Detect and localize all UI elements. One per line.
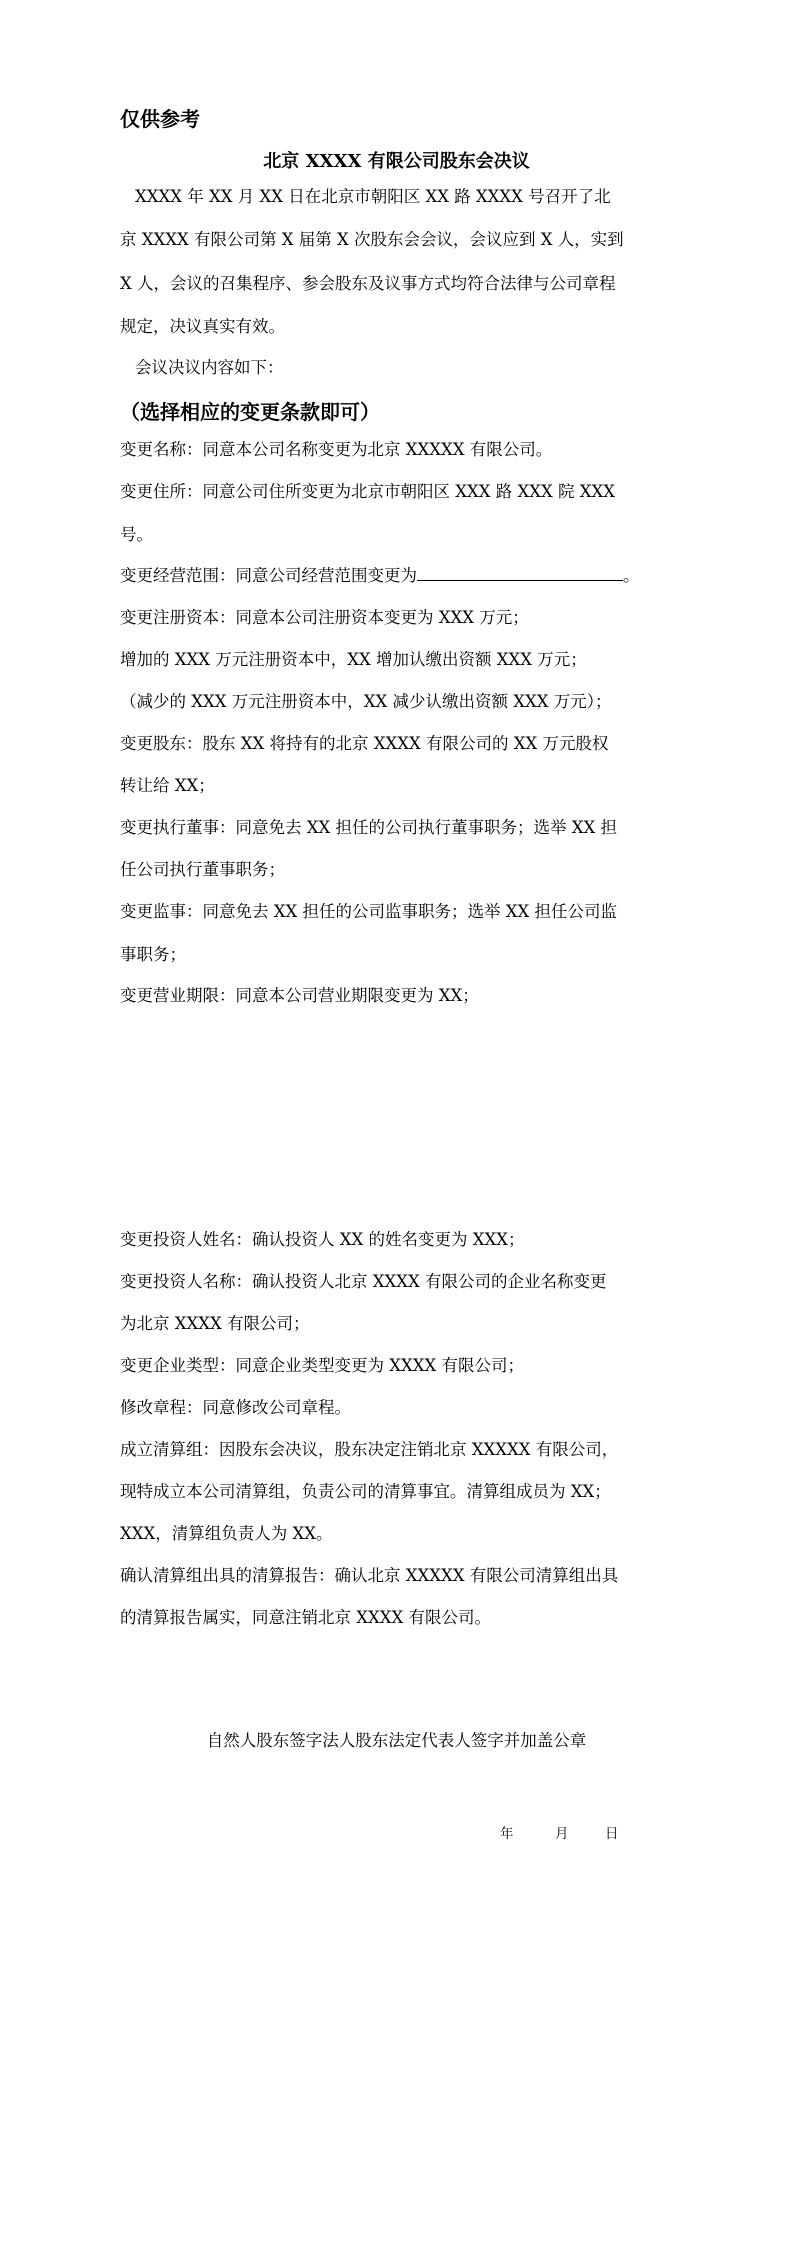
clause-line: 修改章程：同意修改公司章程。 — [120, 1398, 351, 1417]
clause-line: 增加的 XXX 万元注册资本中，XX 增加认缴出资额 XXX 万元； — [120, 650, 587, 669]
clause-line: 为北京 XXXX 有限公司； — [120, 1314, 310, 1333]
clause-line: 成立清算组：因股东会决议，股东决定注销北京 XXXXX 有限公司， — [120, 1440, 619, 1459]
intro-line: X 人，会议的召集程序、参会股东及议事方式均符合法律与公司章程 — [120, 274, 616, 293]
date-year: 年 — [500, 1826, 514, 1842]
intro-line: 京 XXXX 有限公司第 X 届第 X 次股东会会议，会议应到 X 人，实到 — [120, 230, 624, 249]
clause-line: 变更投资人名称：确认投资人北京 XXXX 有限公司的企业名称变更 — [120, 1272, 607, 1291]
clause-line: 变更企业类型：同意企业类型变更为 XXXX 有限公司； — [120, 1356, 524, 1375]
clause-line: 转让给 XX； — [120, 776, 215, 795]
scope-blank — [417, 564, 623, 581]
clause-line: 变更投资人姓名：确认投资人 XX 的姓名变更为 XXX； — [120, 1230, 525, 1249]
clause-line: XXX，清算组负责人为 XX。 — [120, 1524, 333, 1543]
clause-line: 号。 — [120, 525, 153, 544]
intro-line: 规定，决议真实有效。 — [120, 317, 285, 336]
clause-line: 事职务； — [120, 945, 186, 964]
clause-line: 的清算报告属实，同意注销北京 XXXX 有限公司。 — [120, 1608, 491, 1627]
clause-line: 变更名称：同意本公司名称变更为北京 XXXXX 有限公司。 — [120, 440, 553, 459]
signature-line: 自然人股东签字法人股东法定代表人签字并加盖公章 — [206, 1731, 587, 1750]
clause-line: 任公司执行董事职务； — [120, 860, 285, 879]
intro-line: 会议决议内容如下： — [135, 358, 284, 377]
date-month: 月 — [555, 1826, 569, 1842]
clause-line: 变更股东：股东 XX 将持有的北京 XXXX 有限公司的 XX 万元股权 — [120, 734, 609, 753]
clause-line: 现特成立本公司清算组，负责公司的清算事宜。清算组成员为 XX； — [120, 1482, 611, 1501]
clause-line: （减少的 XXX 万元注册资本中，XX 减少认缴出资额 XXX 万元）； — [120, 692, 612, 711]
scope-tail: 。 — [623, 566, 640, 585]
reference-notice: 仅供参考 — [120, 107, 200, 131]
date-day: 日 — [605, 1826, 619, 1842]
intro-line: XXXX 年 XX 月 XX 日在北京市朝阳区 XX 路 XXXX 号召开了北 — [135, 187, 611, 206]
clause-line: 变更营业期限：同意本公司营业期限变更为 XX； — [120, 986, 479, 1005]
clause-line — [120, 564, 680, 588]
clause-line: 变更监事：同意免去 XX 担任的公司监事职务；选举 XX 担任公司监 — [120, 902, 617, 921]
clause-line: 变更住所：同意公司住所变更为北京市朝阳区 XXX 路 XXX 院 XXX — [120, 482, 615, 501]
section-title: （选择相应的变更条款即可） — [120, 400, 380, 424]
clause-line: 确认清算组出具的清算报告：确认北京 XXXXX 有限公司清算组出具 — [120, 1566, 619, 1585]
scope-label: 变更经营范围：同意公司经营范围变更为 — [120, 566, 417, 585]
clause-line: 变更注册资本：同意本公司注册资本变更为 XXX 万元； — [120, 608, 529, 627]
clause-line: 变更执行董事：同意免去 XX 担任的公司执行董事职务；选举 XX 担 — [120, 818, 617, 837]
document-title: 北京 XXXX 有限公司股东会决议 — [263, 151, 530, 172]
